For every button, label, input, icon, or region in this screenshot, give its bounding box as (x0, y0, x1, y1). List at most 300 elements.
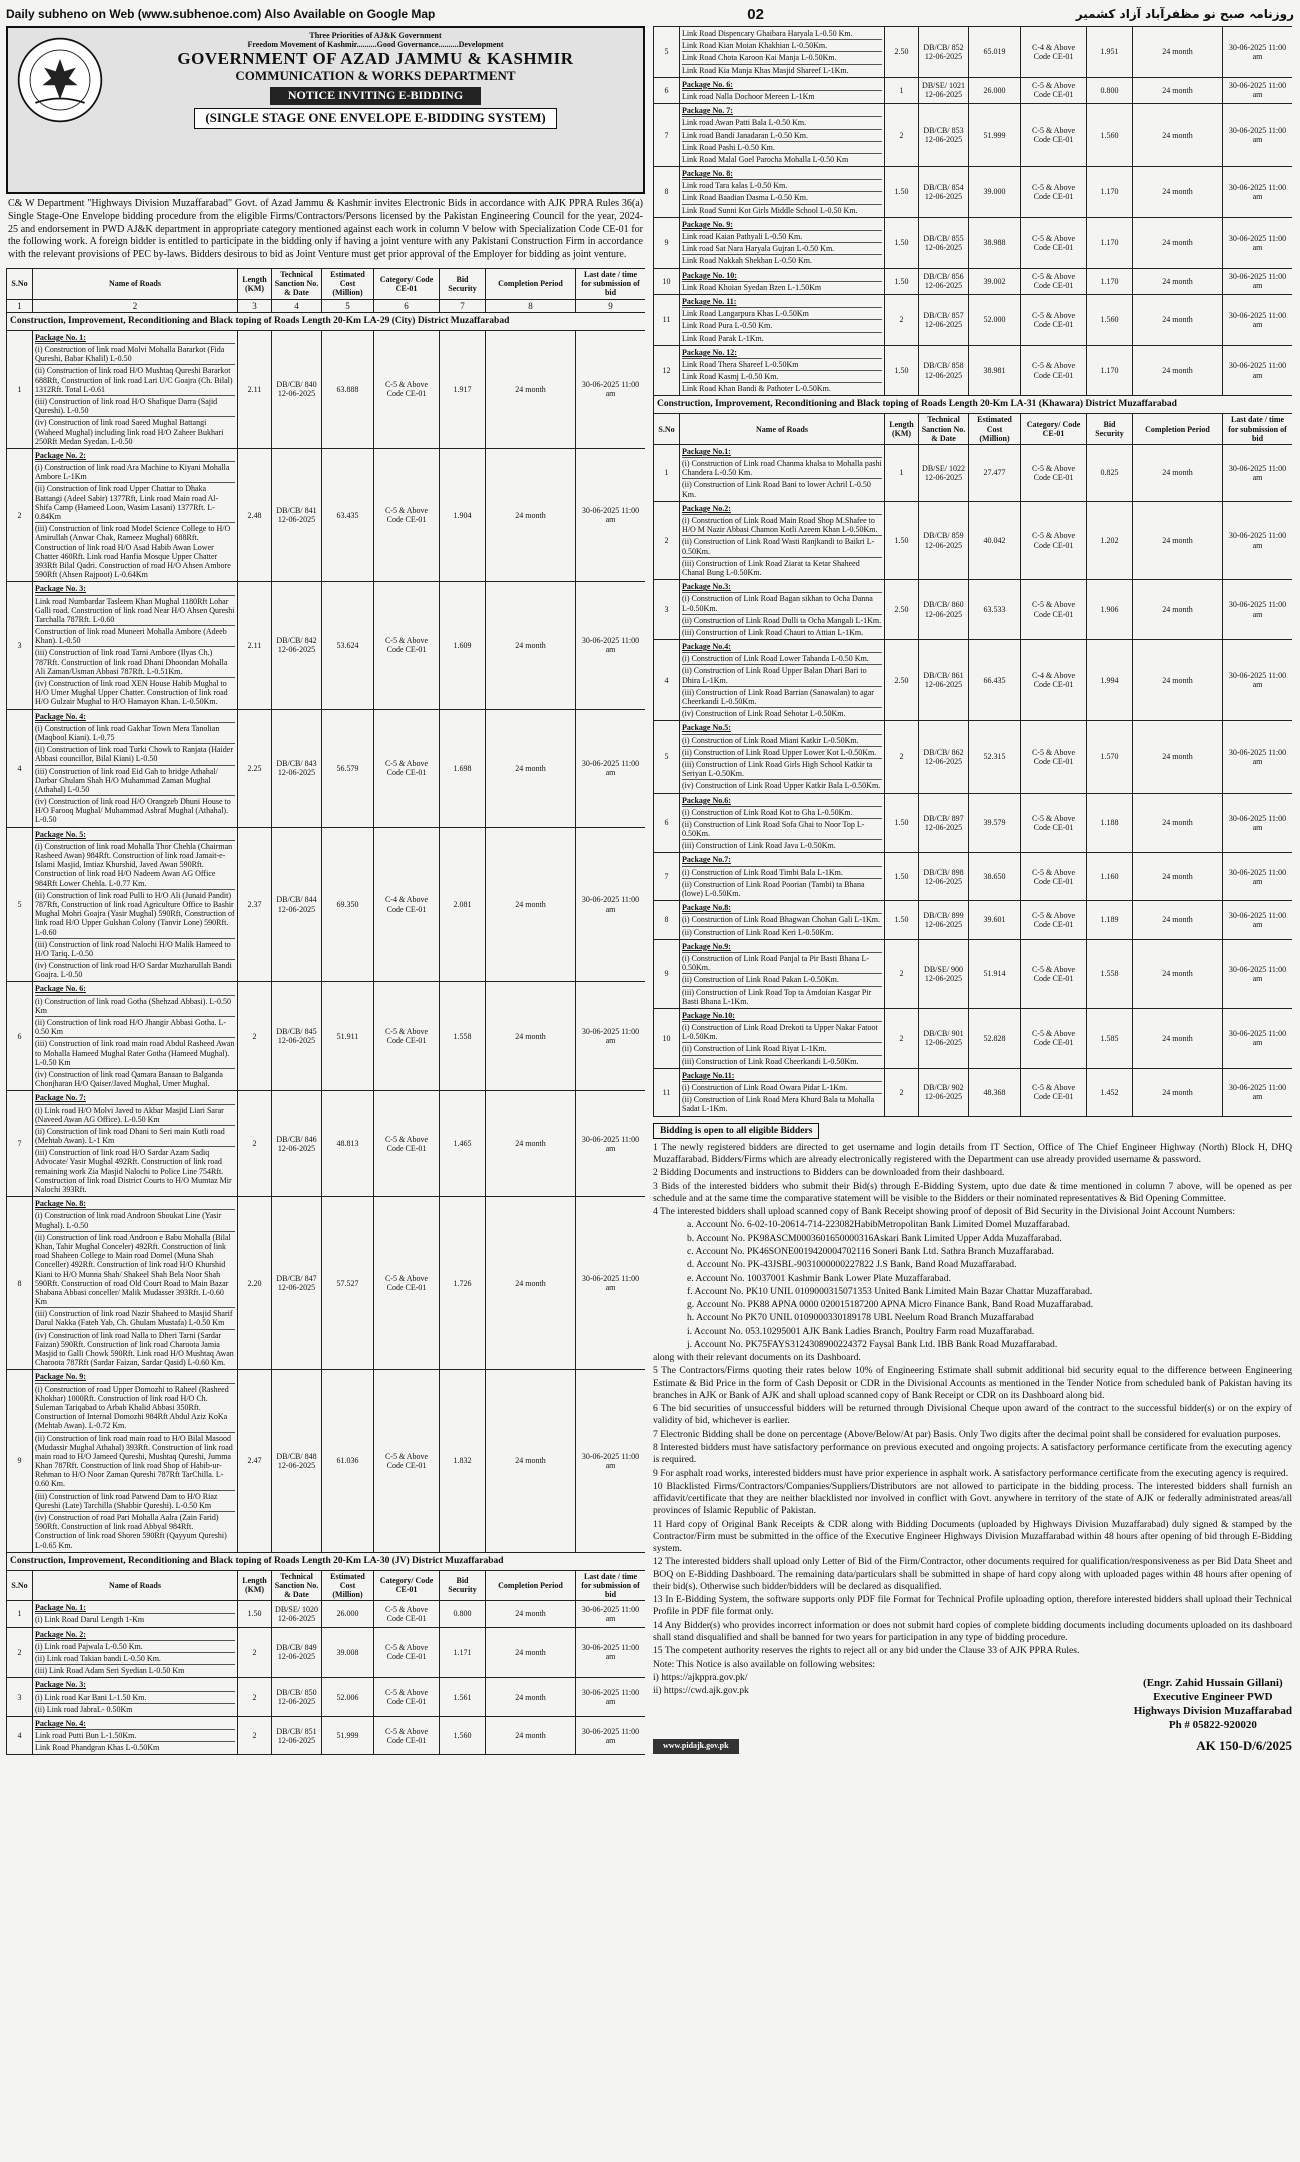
priorities-line: Freedom Movement of Kashmir..........Good Governance..........Development (247, 40, 504, 50)
completion-period: 24 month (1133, 444, 1223, 501)
length-km: 1.50 (885, 345, 919, 396)
bid-security: 1.465 (440, 1091, 486, 1197)
road-names-cell (33, 448, 238, 581)
road-names-cell (680, 721, 885, 793)
section-title-row (654, 396, 1293, 414)
serial-number: 5 (7, 827, 33, 982)
category-code: C-5 & Above Code CE-01 (1021, 901, 1087, 940)
column-header: Length (KM) (238, 268, 272, 299)
bid-security: 1.170 (1087, 167, 1133, 218)
last-date: 30-06-2025 11:00 am (1223, 640, 1293, 721)
table-row (654, 853, 1293, 901)
category-code: C-4 & Above Code CE-01 (1021, 27, 1087, 78)
road-item: (i) Construction of Link Road Panjal ta Pir Basti Bhana L-0.50Km. (682, 953, 882, 974)
table-row (654, 345, 1293, 396)
length-km: 2.47 (238, 1370, 272, 1552)
bid-security: 1.558 (1087, 939, 1133, 1008)
package-title: Package No. 11: (682, 296, 882, 308)
table-row (654, 580, 1293, 640)
category-code: C-5 & Above Code CE-01 (1021, 217, 1087, 268)
road-item: (ii) Construction of Link Road Mera Khurd Bala ta Mohalla Sadat L-1Km. (682, 1095, 875, 1114)
length-km: 1.50 (885, 853, 919, 901)
serial-number: 6 (7, 982, 33, 1091)
technical-sanction: DB/CB/ 853 12-06-2025 (919, 104, 969, 167)
road-item: (i) Construction of Link Road Bhagwan Chohan Gali L-1Km. (682, 914, 882, 926)
table-row (654, 1068, 1293, 1116)
technical-sanction: DB/CB/ 899 12-06-2025 (919, 901, 969, 940)
table-row (654, 1008, 1293, 1068)
length-km: 2.48 (238, 448, 272, 581)
road-item: (ii) Construction of Link Road Wasti Ranjkandi to Baikri L-0.50Km. (682, 536, 882, 557)
road-item: (iii) Construction of link road Tarni Ambore (Ilyas Ch.) 787Rft. Construction of link road Dhani Dhoondan Mohalla Ali Zaman/Usman Abbasi 787Rft. L-0.51Km. (35, 647, 235, 678)
completion-period: 24 month (486, 982, 576, 1091)
road-item: (iv) Construction of link road H/O Sardar Muzharullah Bandi Goajra. L-0.50 (35, 961, 232, 980)
category-code: C-5 & Above Code CE-01 (374, 1601, 440, 1627)
table-row (7, 1197, 646, 1370)
table-row (654, 793, 1293, 853)
completion-period: 24 month (1133, 77, 1223, 103)
left-column (6, 26, 645, 2146)
package-title: Package No. 6: (682, 79, 882, 91)
serial-number: 10 (654, 268, 680, 294)
road-item: (i) Construction of Link Road Owara Pidar L-1Km. (682, 1082, 882, 1094)
package-title: Package No. 3: (35, 1679, 235, 1691)
bid-security: 1.904 (440, 448, 486, 581)
category-code: C-5 & Above Code CE-01 (374, 1627, 440, 1678)
road-item: (i) Construction of link road Gakhar Town Mera Tanolian (Maqbool Kiani). L-0.75 (35, 723, 235, 744)
length-km: 2 (885, 939, 919, 1008)
bid-security: 1.609 (440, 582, 486, 709)
road-item: (i) Construction of Link Road Drekoti ta Upper Nakar Fatoot L-0.50Km. (682, 1022, 882, 1043)
road-item: (iii) Construction of link road Nalochi H/O Malik Hameed to H/O Tariq. L-0.50 (35, 939, 235, 960)
package-title: Package No. 8: (35, 1198, 235, 1210)
road-item: Link road Awan Patti Bala L-0.50 Km. (682, 117, 882, 129)
table-row (7, 330, 646, 448)
length-km: 1.50 (885, 501, 919, 579)
bidding-clause: 9 For asphalt road works, interested bidders must have prior experience in asphalt work. A satisfactory performance certificate from the executing agency is required. (653, 1467, 1289, 1479)
road-names-cell (680, 167, 885, 218)
bidding-clause: 2 Bidding Documents and instructions to Bidders can be downloaded from their dashboard. (653, 1167, 1005, 1179)
table-header-row (654, 414, 1293, 445)
package-title: Package No. 9: (682, 219, 882, 231)
category-code: C-5 & Above Code CE-01 (1021, 294, 1087, 345)
bid-security: 1.951 (1087, 27, 1133, 78)
length-km: 2 (885, 721, 919, 793)
bid-security: 1.917 (440, 330, 486, 448)
road-names-cell (33, 1627, 238, 1678)
road-item: (ii) Construction of Link Road Keri L-0.50Km. (682, 927, 834, 937)
government-seal-icon (16, 36, 104, 124)
road-item: (i) Construction of link road Ara Machine to Kiyani Mohalla Ambore L-1Km (35, 462, 235, 483)
last-date: 30-06-2025 11:00 am (1223, 853, 1293, 901)
bid-security: 1.698 (440, 709, 486, 827)
road-names-cell (680, 294, 885, 345)
road-item: (ii) Construction of Link Road Dulli ta Ocha Mangali L-1Km. (682, 615, 882, 627)
bid-security: 1.560 (1087, 104, 1133, 167)
notice-header (6, 26, 645, 194)
bid-security: 1.585 (1087, 1008, 1133, 1068)
category-code: C-5 & Above Code CE-01 (1021, 104, 1087, 167)
technical-sanction: DB/SE/ 900 12-06-2025 (919, 939, 969, 1008)
bidding-clause: 8 Interested bidders must have satisfactory performance on previous executed and ongoing projects. A satisfactory performance certificate from the executing agency is required. (653, 1441, 1292, 1466)
completion-period: 24 month (486, 1091, 576, 1197)
package-title: Package No. 4: (35, 1718, 235, 1730)
package-title: Package No. 8: (682, 168, 882, 180)
completion-period: 24 month (486, 582, 576, 709)
road-names-cell (680, 444, 885, 501)
serial-number: 8 (654, 167, 680, 218)
category-code: C-5 & Above Code CE-01 (374, 582, 440, 709)
technical-sanction: DB/SE/ 1022 12-06-2025 (919, 444, 969, 501)
technical-sanction: DB/CB/ 846 12-06-2025 (272, 1091, 322, 1197)
last-date: 30-06-2025 11:00 am (1223, 77, 1293, 103)
package-title: Package No.5: (682, 722, 882, 734)
package-title: Package No. 5: (35, 829, 235, 841)
road-item: Link Road Pura L-0.50 Km. (682, 320, 882, 332)
bidding-clause: 13 In E-Bidding System, the software supports only PDF file Format for Technical Profile uploading option, therefore interested bidders shall upload their Technical Profile in PDF file format only. (653, 1594, 1292, 1618)
column-number: 8 (486, 299, 576, 312)
completion-period: 24 month (1133, 853, 1223, 901)
category-code: C-5 & Above Code CE-01 (374, 1197, 440, 1370)
completion-period: 24 month (1133, 939, 1223, 1008)
road-names-cell (680, 217, 885, 268)
website-link[interactable]: i) https://ajkppra.gov.pk/ (653, 1671, 748, 1683)
serial-number: 9 (654, 217, 680, 268)
column-header: Technical Sanction No. & Date (272, 268, 322, 299)
column-header: Name of Roads (33, 1570, 238, 1601)
serial-number: 6 (654, 77, 680, 103)
bidding-clause: 12 The interested bidders shall upload only Letter of Bid of the Firm/Contractor, other documents required for qualification/responsiveness as per Bid Data Sheet and BOQ on E-Bidding Dashboard. The remaining data/particulars shall be submitted in shape of hard copy along with uploaded pages within 48 hours after opening of their bid(s). Otherwise such bidder/bidders will be declared as disqualified. (653, 1556, 1292, 1592)
category-code: C-5 & Above Code CE-01 (374, 1370, 440, 1552)
bid-security: 1.906 (1087, 580, 1133, 640)
column-number: 9 (576, 299, 646, 312)
bid-security: 1.832 (440, 1370, 486, 1552)
road-names-cell (33, 1370, 238, 1552)
technical-sanction: DB/CB/ 848 12-06-2025 (272, 1370, 322, 1552)
page-number: 02 (747, 6, 764, 24)
category-code: C-5 & Above Code CE-01 (374, 1678, 440, 1717)
table-row (7, 1678, 646, 1717)
last-date: 30-06-2025 11:00 am (576, 1197, 646, 1370)
bid-security: 1.202 (1087, 501, 1133, 579)
column-header: Completion Period (1133, 414, 1223, 445)
package-title: Package No. 6: (35, 983, 235, 995)
road-item: (ii) Link road JabraL- 0.50Km (35, 1704, 133, 1714)
bank-account-item: i. Account No. 053.10295001 AJK Bank Ladies Branch, Poultry Farm road Muzaffarabad. (687, 1325, 1035, 1337)
bank-account-item: f. Account No. PK10 UNIL 0109000315071353 United Bank Limited Main Bazar Chattar Muzaffarabad. (687, 1285, 1093, 1297)
length-km: 1.50 (885, 167, 919, 218)
technical-sanction: DB/SE/ 1021 12-06-2025 (919, 77, 969, 103)
table-row (7, 1370, 646, 1552)
road-item: (iii) Construction of Link Road Girls High School Katkir ta Seriyan L-0.50Km. (682, 759, 882, 780)
road-item: (iii) Construction of Link Road Chauri to Attian L-1Km. (682, 627, 864, 637)
road-item: (i) Construction of Link Road Lower Tahanda L-0.50 Km. (682, 653, 882, 665)
road-names-cell (680, 501, 885, 579)
estimated-cost: 52.828 (969, 1008, 1021, 1068)
bidding-clause: 4 The interested bidders shall upload scanned copy of Bank Receipt showing proof of deposit of Bid Security in the Divisional Joint Account Numbers: (653, 1206, 1236, 1218)
road-names-cell (680, 1008, 885, 1068)
road-item: (ii) Construction of link road Pulli to H/O Ali (Junaid Pandit) 787Rft, Construction of link road Agriculture Office to Bashir Mughal Mohri Goajra (Yasir Mughal) 590Rft, Construction of link road H/O Upper Gulshan Colony (Tanvir Lone) 590Rft. L-0.60 (35, 890, 235, 939)
road-names-cell (680, 853, 885, 901)
serial-number: 5 (654, 27, 680, 78)
completion-period: 24 month (486, 1601, 576, 1627)
completion-period: 24 month (486, 827, 576, 982)
road-item: (i) Construction of Link Road Timbi Bala L-1Km. (682, 867, 882, 879)
column-header: Estimated Cost (Million) (322, 1570, 374, 1601)
column-header: S.No (7, 268, 33, 299)
last-date: 30-06-2025 11:00 am (1223, 345, 1293, 396)
road-item: (i) Construction of link road Androon Shoukat Line (Yasir Mughal). L-0.50 (35, 1210, 235, 1231)
footer-website-link[interactable]: www.pidajk.gov.pk (653, 1739, 739, 1753)
technical-sanction: DB/CB/ 851 12-06-2025 (272, 1716, 322, 1755)
road-item: (i) Construction of link road Gotha (Shehzad Abbasi). L-0.50 Km (35, 996, 235, 1017)
table-row (654, 444, 1293, 501)
last-date: 30-06-2025 11:00 am (576, 1627, 646, 1678)
table-row (654, 640, 1293, 721)
road-item: (i) Construction of Link road Chanma khalsa to Mohalla pashi Chandera L-0.50 Km. (682, 458, 882, 479)
category-code: C-5 & Above Code CE-01 (374, 709, 440, 827)
masthead-bar (6, 4, 1294, 26)
estimated-cost: 52.315 (969, 721, 1021, 793)
road-item: (ii) Construction of Link Road Riyat L-1Km. (682, 1043, 882, 1055)
road-item: Link Road Malal Goel Parocha Mohalla L-0.50 Km (682, 154, 849, 164)
technical-sanction: DB/CB/ 901 12-06-2025 (919, 1008, 969, 1068)
completion-period: 24 month (1133, 640, 1223, 721)
estimated-cost: 63.435 (322, 448, 374, 581)
estimated-cost: 39.601 (969, 901, 1021, 940)
road-item: (i) Link Road Darul Length 1-Km (35, 1615, 145, 1625)
road-item: (iii) Construction of link road H/O Sardar Azam Sadiq Advocate/ Yasir Mughal 492Rft. Construction of link road remaining work Zia Masjid Nalochi to Police Line 754Rft. Construction of link road District Courts to H/O Mumtaz Mir Nalochi 393Rft. (35, 1148, 232, 1194)
road-item: (i) Link road Pajwala L-0.50 Km. (35, 1641, 235, 1653)
completion-period: 24 month (486, 448, 576, 581)
right-column (653, 26, 1292, 2146)
road-item: (iii) Construction of link road Eid Gah to bridge Athahal/ Darbar Ghulam Shah H/O Muhammad Zaman Mughal (Athahal) L-0.50 (35, 766, 235, 797)
bidding-clause: 11 Hard copy of Original Bank Receipts & CDR along with Bidding Documents (uploaded by Highways Division Muzaffarabad) duly signed & stamped by the Contractor/Firm must be submitted in the office of the Executive Engineer Highways Division Muzaffarabad within 48 hours after opening of bid through E-Bidding system. (653, 1518, 1292, 1555)
bid-security: 1.188 (1087, 793, 1133, 853)
technical-sanction: DB/CB/ 850 12-06-2025 (272, 1678, 322, 1717)
serial-number: 4 (7, 709, 33, 827)
technical-sanction: DB/CB/ 843 12-06-2025 (272, 709, 322, 827)
last-date: 30-06-2025 11:00 am (1223, 217, 1293, 268)
road-names-cell (680, 27, 885, 78)
road-item: (iii) Construction of link road Model Science College to H/O Amirullah (Anwar Chak, Rameez Mughal) 688Rft. Construction of link road H/O Asad Habib Awan Lower Chatter 460Rft. Link road Hanfia Mosque Upper Chatter 393Rft Bilal Qadri. Construction of road H/O Ahsen Ambore 590Rft (Ahsen Rajpoot) L-0.64Km (35, 524, 231, 580)
road-item: Link Road Phandgran Khas L-0.50Km (35, 1743, 160, 1753)
column-header: Category/ Code CE-01 (374, 268, 440, 299)
last-date: 30-06-2025 11:00 am (1223, 793, 1293, 853)
serial-number: 2 (7, 448, 33, 581)
road-item: (iii) Construction of Link Road Barrian (Sanawalan) to agar Cheerkandi L-0.50Km. (682, 687, 882, 708)
column-header: Category/ Code CE-01 (374, 1570, 440, 1601)
estimated-cost: 57.527 (322, 1197, 374, 1370)
road-item: (iv) Construction of Link Road Upper Katkir Bala L-0.50Km. (682, 781, 881, 791)
column-number: 5 (322, 299, 374, 312)
column-header: Technical Sanction No. & Date (272, 1570, 322, 1601)
package-title: Package No. 7: (35, 1092, 235, 1104)
technical-sanction: DB/CB/ 845 12-06-2025 (272, 982, 322, 1091)
accounts-footnote: along with their relevant documents on its Dashboard. (653, 1352, 861, 1364)
road-item: (iii) Construction of link road Nazir Shaheed to Masjid Sharif Darul Nakka (Fateh Yab, Ch. Ghulam Mustafa) L-0.50 Km (35, 1308, 235, 1329)
technical-sanction: DB/CB/ 857 12-06-2025 (919, 294, 969, 345)
length-km: 2 (238, 1091, 272, 1197)
package-title: Package No. 2: (35, 450, 235, 462)
category-code: C-5 & Above Code CE-01 (1021, 501, 1087, 579)
road-item: (iii) Construction of link road main road Abdul Rasheed Awan to Mohalla Hameed Mughal Rater Gotha (Hameed Mughal). L-0.50 Km (35, 1038, 235, 1069)
road-names-cell (680, 580, 885, 640)
bid-security: 0.800 (1087, 77, 1133, 103)
package-title: Package No. 9: (35, 1371, 235, 1383)
category-code: C-5 & Above Code CE-01 (1021, 345, 1087, 396)
road-item: Link Road Pashi L-0.50 Km. (682, 142, 882, 154)
estimated-cost: 39.579 (969, 793, 1021, 853)
bid-security: 1.452 (1087, 1068, 1133, 1116)
package-title: Package No.4: (682, 641, 882, 653)
completion-period: 24 month (1133, 1008, 1223, 1068)
estimated-cost: 26.000 (322, 1601, 374, 1627)
estimated-cost: 48.368 (969, 1068, 1021, 1116)
bidding-clause: 6 The bid securities of unsuccessful bidders will be returned through Divisional Cheque upon award of the contract to the successful bidder(s) or on the expiry of validity of bid, whichever is earlier. (653, 1403, 1292, 1427)
completion-period: 24 month (486, 1716, 576, 1755)
road-item: Link Road Kasmj L-0.50 Km. (682, 371, 882, 383)
bank-account-item: h. Account No PK70 UNIL 0109000330189178 UBL Neelum Road Branch Muzaffarabad (687, 1312, 1034, 1324)
phone-number: Ph # 05822-920020 (1168, 1719, 1257, 1731)
table-row (654, 501, 1293, 579)
road-names-cell (33, 582, 238, 709)
length-km: 1.50 (885, 217, 919, 268)
length-km: 2.37 (238, 827, 272, 982)
table-row (654, 721, 1293, 793)
completion-period: 24 month (486, 1627, 576, 1678)
advertisement-number: AK 150-D/6/2025 (1196, 1738, 1292, 1754)
bidding-clause: 3 Bids of the interested bidders who submit their Bid(s) through E-Bidding System, upto due date & time mentioned in column 7 above, will be opened as per schedule and at the same time the comparative statement will be visible to the Bidders or their nominated representatives & Bid Opening Committee. (653, 1180, 1292, 1204)
column-header: Estimated Cost (Million) (322, 268, 374, 299)
completion-period: 24 month (486, 1197, 576, 1370)
table-row (7, 448, 646, 581)
column-header: Bid Security (440, 1570, 486, 1601)
last-date: 30-06-2025 11:00 am (1223, 27, 1293, 78)
bid-security: 1.160 (1087, 853, 1133, 901)
package-title: Package No.3: (682, 581, 882, 593)
completion-period: 24 month (486, 1678, 576, 1717)
category-code: C-5 & Above Code CE-01 (1021, 444, 1087, 501)
websites-note: Note: This Notice is also available on following websites: (653, 1658, 876, 1670)
bid-security: 2.081 (440, 827, 486, 982)
road-names-cell (680, 1068, 885, 1116)
last-date: 30-06-2025 11:00 am (1223, 294, 1293, 345)
road-item: Link Road Langarpura Khas L-0.50Km (682, 308, 882, 320)
column-header: Category/ Code CE-01 (1021, 414, 1087, 445)
government-title: GOVERNMENT OF AZAD JAMMU & KASHMIR (177, 49, 574, 69)
road-item: (ii) Construction of link road Upper Chattar to Dhaka Battangi (Adeel Sabir) 1377Rft, Link road Main road Al-Shifa Camp (Hameed Loon, Wasim Lasani) 1377Rft. L-0.84Km (35, 483, 235, 523)
technical-sanction: DB/CB/ 852 12-06-2025 (919, 27, 969, 78)
category-code: C-4 & Above Code CE-01 (1021, 640, 1087, 721)
bid-security: 1.189 (1087, 901, 1133, 940)
column-header: Completion Period (486, 1570, 576, 1601)
category-code: C-5 & Above Code CE-01 (374, 982, 440, 1091)
serial-number: 8 (7, 1197, 33, 1370)
technical-sanction: DB/CB/ 898 12-06-2025 (919, 853, 969, 901)
bid-security: 1.170 (1087, 345, 1133, 396)
package-title: Package No.10: (682, 1010, 882, 1022)
serial-number: 8 (654, 901, 680, 940)
road-names-cell (680, 640, 885, 721)
section-title-row (7, 312, 646, 330)
serial-number: 7 (7, 1091, 33, 1197)
table-row (654, 77, 1293, 103)
length-km: 2.20 (238, 1197, 272, 1370)
table-row (654, 167, 1293, 218)
length-km: 2 (238, 982, 272, 1091)
road-item: (iii) Construction of link road H/O Shafique Darra (Sajid Qureshi). L-0.50 (35, 396, 235, 417)
technical-sanction: DB/CB/ 859 12-06-2025 (919, 501, 969, 579)
serial-number: 3 (7, 1678, 33, 1717)
length-km: 2 (885, 294, 919, 345)
bid-security: 1.170 (1087, 268, 1133, 294)
last-date: 30-06-2025 11:00 am (1223, 939, 1293, 1008)
road-names-cell (33, 982, 238, 1091)
length-km: 1.50 (885, 901, 919, 940)
road-item: (iv) Construction of link road Nalla to Dheri Tarni (Sardar Faizan) 590Rft. Construction of link road Charoota Jamia Masjid to Galli Chowk 590Rft. Link road H/O Mushtaq Awan Charoota 787Rft (Sardar Faizan, Sardar Qasid) L-0.60 Km. (35, 1330, 234, 1368)
road-names-cell (33, 1091, 238, 1197)
column-header: Estimated Cost (Million) (969, 414, 1021, 445)
serial-number: 3 (654, 580, 680, 640)
serial-number: 2 (7, 1627, 33, 1678)
estimated-cost: 63.888 (322, 330, 374, 448)
road-names-cell (680, 939, 885, 1008)
last-date: 30-06-2025 11:00 am (576, 1716, 646, 1755)
length-km: 2 (885, 1008, 919, 1068)
road-item: (ii) Construction of link road Dhani to Seri main Kutli road (Mehtab Awan). L-1 Km (35, 1126, 235, 1147)
road-item: (ii) Construction of link road main road to H/O Bilal Masood (Mudassir Mughal Athahal) 393Rft. Construction of link road main road to H/O Jameed Qureshi, Mushtaq Qureshi, Jumma Khan 787Rft. Construction of link road Shop of Habib-ur-Rehman to H/O Noor Zaman Qureshi 787Rft TarChilla. L-0.60 Km. (35, 1433, 235, 1491)
length-km: 1 (885, 77, 919, 103)
package-title: Package No.2: (682, 503, 882, 515)
technical-sanction: DB/CB/ 862 12-06-2025 (919, 721, 969, 793)
estimated-cost: 51.914 (969, 939, 1021, 1008)
completion-period: 24 month (1133, 580, 1223, 640)
intro-paragraph: C& W Department "Highways Division Muzaffarabad" Govt. of Azad Jammu & Kashmir invites Electronic Bids in accordance with AJK PPRA Rules 36(a) Single Stage-One Envelope bidding procedure from the eligible Firms/Contractors/Persons licensed by the Pakistan Engineering Council for the year, 2024-25 and endorsement in PWD AJ&K department in appropriate category mentioned against each work in column V below with Specialization Code CE-01 for the following work. A foreign bidder is entitled to participate in the bidding only if having a joint venture with any Pakistani Construction Firm in accordance with the relevant provisions of PEC by-laws. Bidders desirous to bid as Joint Venture must get prior approval of the Employer for bidding as joint venture. (8, 198, 643, 261)
table-header-row (7, 268, 646, 299)
notice-footer (653, 1738, 1292, 1755)
road-item: (ii) Construction of Link Road Sofa Ghai to Noor Top L-0.50Km. (682, 819, 882, 840)
table-row (654, 217, 1293, 268)
website-link[interactable]: ii) https://cwd.ajk.gov.pk (653, 1685, 749, 1697)
last-date: 30-06-2025 11:00 am (1223, 444, 1293, 501)
road-names-cell (33, 1197, 238, 1370)
section-title: Construction, Improvement, Reconditioning and Black toping of Roads Length 20-Km LA-29 (City) District Muzaffarabad (7, 312, 646, 330)
serial-number: 5 (654, 721, 680, 793)
road-item: (i) Construction of road Upper Domozhi to Raheel (Rasheed Khokhar) 1000Rft. Construction of link road H/O Ch. Suleman Tariqabad to Arbab Khalid Abbasi 350Rft. Construction of Internal Domozhi 984Rft Abdul Aziz KoKa (Mehtab Awan). L-0.72 Km. (35, 1384, 235, 1433)
bidding-clause: 10 Blacklisted Firms/Contractors/Companies/Suppliers/Distributors are not allowed to participate in the bidding process. The interested bidders shall furnish an affidavit/certificate that they are neither blacklisted nor involved in conflict with Govt. anywhere in territory of the state of AJK or federally administrated areas/all provinces of Islamic Republic of Pakistan. (653, 1480, 1292, 1517)
column-number: 7 (440, 299, 486, 312)
table-row (7, 582, 646, 709)
last-date: 30-06-2025 11:00 am (576, 330, 646, 448)
serial-number: 9 (654, 939, 680, 1008)
length-km: 2.11 (238, 330, 272, 448)
road-names-cell (680, 345, 885, 396)
column-header: S.No (7, 1570, 33, 1601)
road-item: Link Road Dispencary Ghaibara Haryala L-0.50 Km. (682, 28, 882, 40)
technical-sanction: DB/CB/ 841 12-06-2025 (272, 448, 322, 581)
road-item: (iii) Construction of Link Road Java L-0.50Km. (682, 841, 836, 851)
estimated-cost: 48.813 (322, 1091, 374, 1197)
serial-number: 1 (7, 1601, 33, 1627)
table-row (7, 1601, 646, 1627)
length-km: 2 (885, 1068, 919, 1116)
works-table-left (6, 268, 645, 1756)
road-item: Link Road Khan Bandi & Pathoter L-0.50Km. (682, 384, 831, 394)
last-date: 30-06-2025 11:00 am (576, 448, 646, 581)
package-title: Package No. 1: (35, 332, 235, 344)
bank-account-item: a. Account No. 6-02-10-20614-714-223082HabibMetropolitan Bank Limited Domel Muzaffarabad. (687, 1219, 1070, 1231)
